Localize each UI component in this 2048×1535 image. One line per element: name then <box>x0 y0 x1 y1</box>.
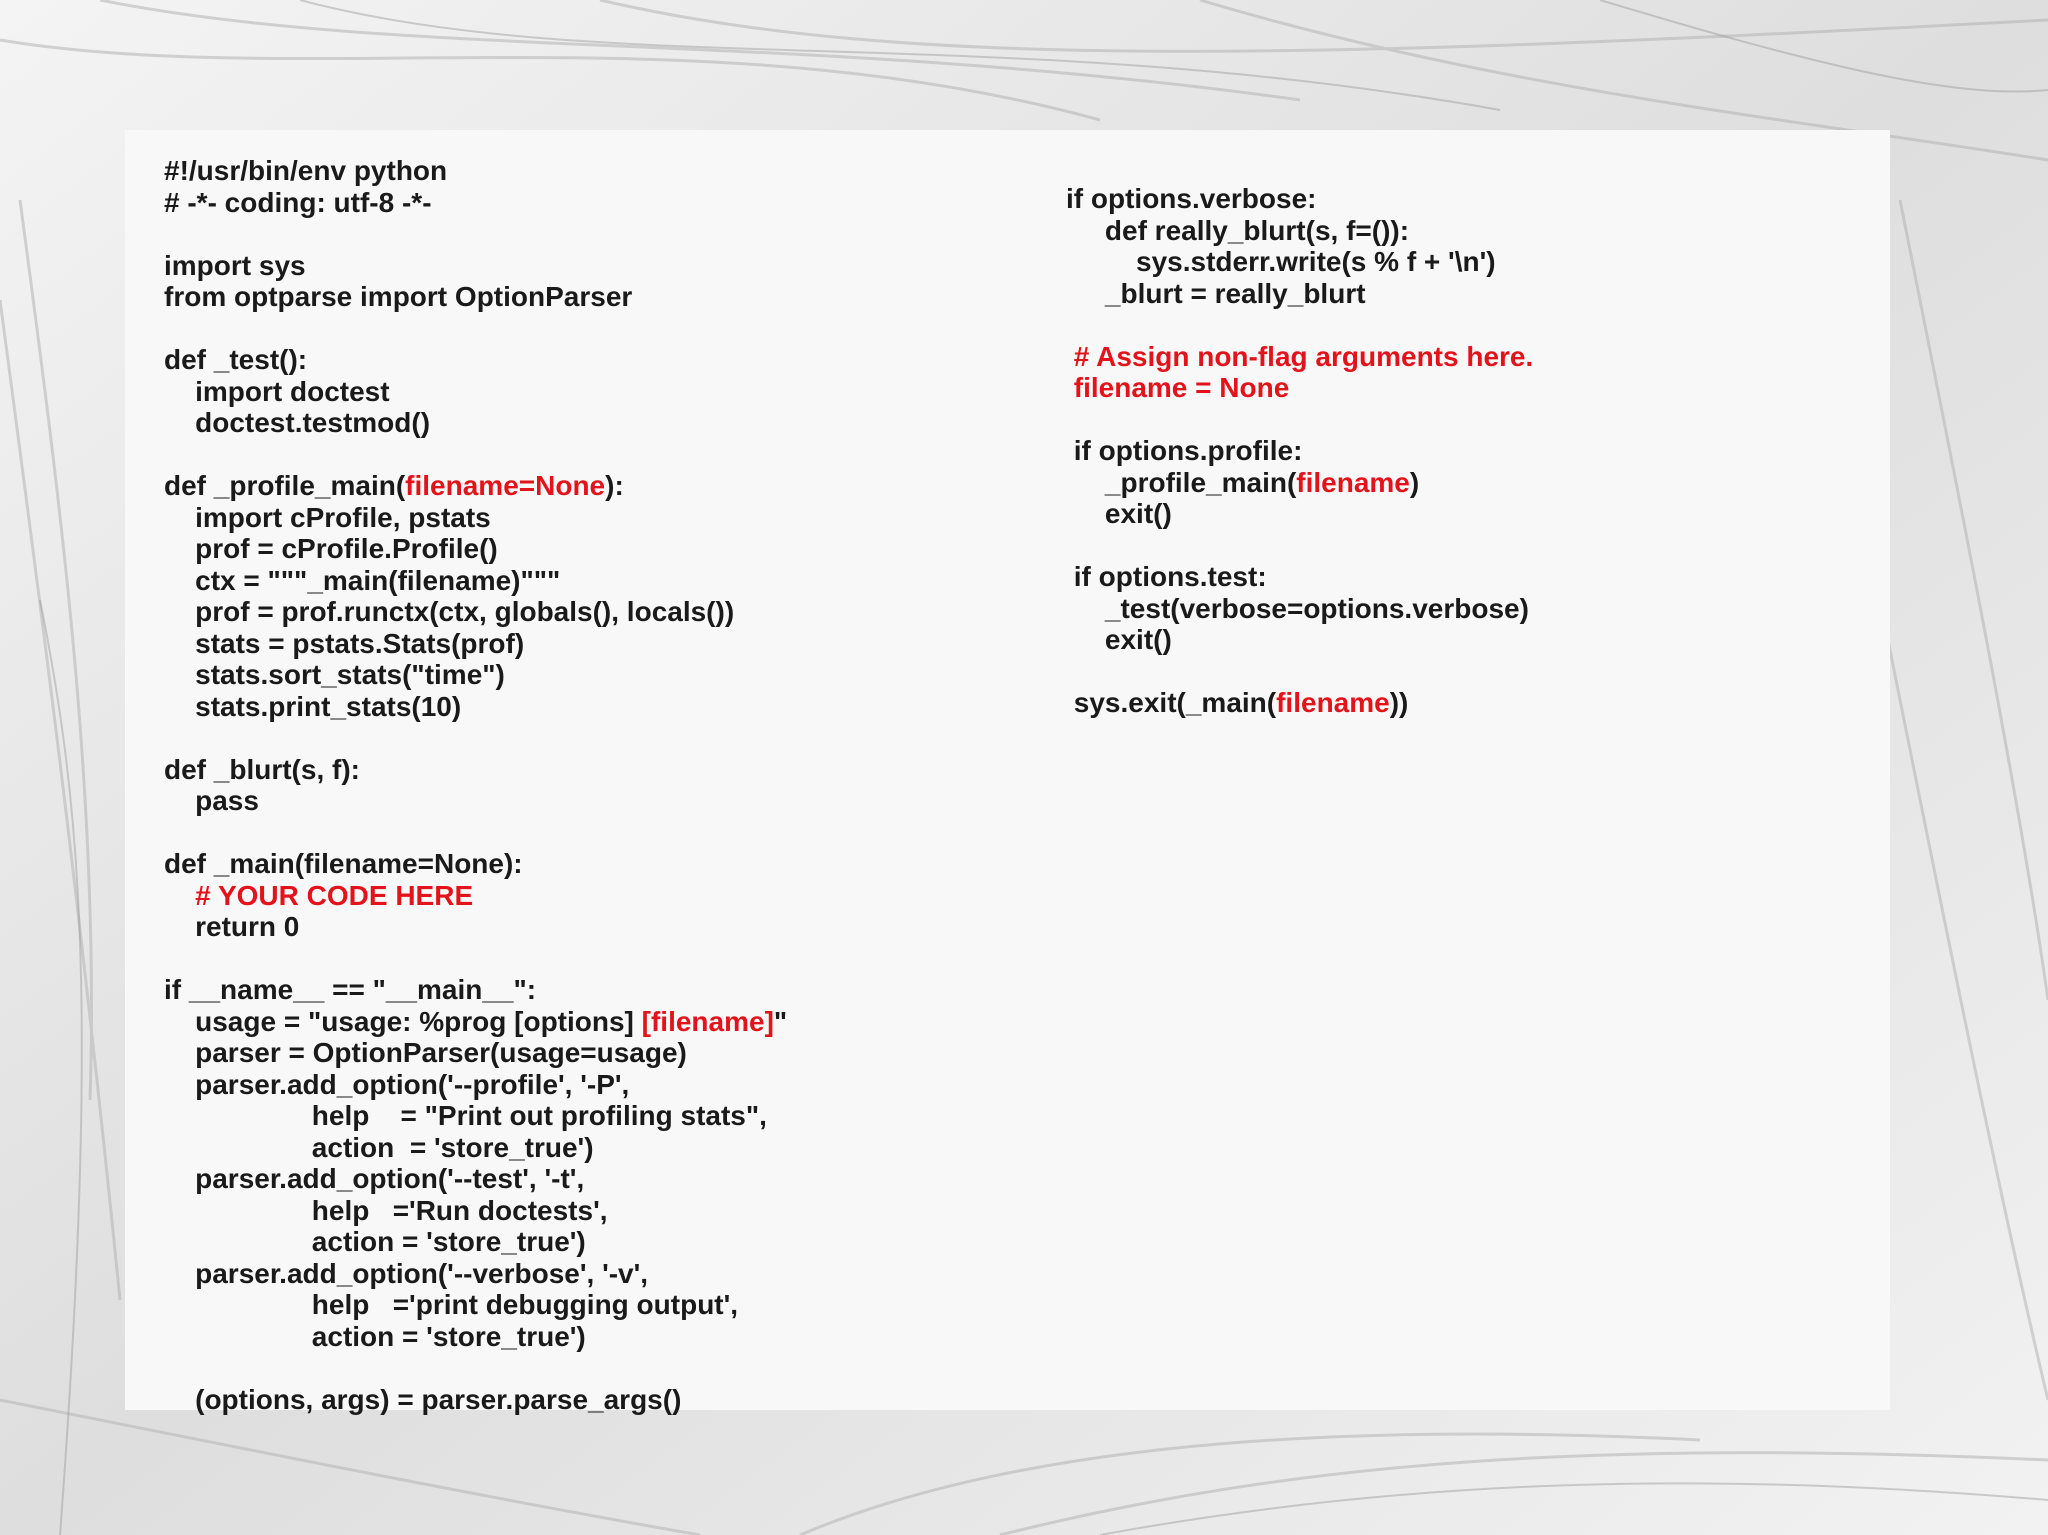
code-text: ctx = """_main(filename)""" <box>164 564 561 596</box>
code-text: help = "Print out profiling stats", <box>164 1100 767 1131</box>
code-line <box>164 1321 787 1353</box>
code-text: parser.add_option('--test', '-t', <box>164 1163 585 1194</box>
code-line <box>164 1037 787 1069</box>
highlighted-code: # Assign non-flag arguments here. <box>1073 340 1534 372</box>
code-text: action = 'store_true') <box>164 1131 594 1163</box>
code-line <box>164 1258 787 1290</box>
code-line <box>1066 246 1533 278</box>
code-text: from optparse import OptionParser <box>164 281 633 312</box>
code-line <box>1066 561 1533 593</box>
code-line <box>1066 372 1533 404</box>
code-line <box>1066 215 1533 247</box>
code-line <box>164 218 787 250</box>
code-line <box>1066 183 1533 215</box>
code-text: ) <box>1409 466 1420 498</box>
code-line <box>164 659 787 691</box>
code-text: prof = cProfile.Profile() <box>164 533 498 564</box>
highlighted-code: # YOUR CODE HERE <box>195 879 474 911</box>
code-text: return 0 <box>164 911 300 942</box>
code-text: def _profile_main( <box>164 470 406 501</box>
code-line <box>1066 656 1533 688</box>
code-text: def really_blurt(s, f=()): <box>1066 214 1410 246</box>
code-line <box>164 313 787 345</box>
code-line <box>164 1163 787 1195</box>
code-line <box>164 1195 787 1227</box>
code-line <box>164 1132 787 1164</box>
code-text: )) <box>1389 687 1409 718</box>
code-line <box>1066 435 1533 467</box>
code-line <box>1066 530 1533 562</box>
code-line <box>1066 624 1533 656</box>
code-line <box>1066 278 1533 310</box>
code-text: help ='print debugging output', <box>164 1289 739 1320</box>
code-text: import doctest <box>164 375 390 407</box>
code-text: _blurt = really_blurt <box>1066 277 1366 309</box>
code-line <box>164 250 787 282</box>
code-line <box>1066 593 1533 625</box>
code-text: stats.sort_stats("time") <box>164 659 505 690</box>
code-text: pass <box>164 785 259 816</box>
code-text: " <box>773 1005 788 1037</box>
code-text: help ='Run doctests', <box>164 1194 608 1226</box>
code-line <box>164 1289 787 1321</box>
code-text: _test(verbose=options.verbose) <box>1066 592 1529 624</box>
code-line <box>164 502 787 534</box>
code-line <box>164 344 787 376</box>
code-line <box>1066 309 1533 341</box>
code-line <box>164 911 787 943</box>
code-line <box>164 691 787 723</box>
code-line <box>164 1226 787 1258</box>
code-text <box>1066 372 1074 403</box>
code-text: action = 'store_true') <box>164 1226 586 1257</box>
code-text: #!/usr/bin/env python <box>164 155 448 186</box>
code-line <box>164 1384 787 1416</box>
code-text: import sys <box>164 249 306 281</box>
highlighted-code: filename <box>1276 687 1390 718</box>
code-line <box>164 785 787 817</box>
code-line <box>164 470 787 502</box>
code-text: sys.stderr.write(s % f + '\n') <box>1066 246 1496 277</box>
code-text: usage = "usage: %prog [options] <box>164 1005 642 1037</box>
highlighted-code: [filename] <box>641 1005 774 1037</box>
code-text: (options, args) = parser.parse_args() <box>164 1383 682 1415</box>
code-text: ): <box>605 470 624 501</box>
code-line <box>164 155 787 187</box>
code-text: doctest.testmod() <box>164 407 431 438</box>
code-text: if options.verbose: <box>1066 183 1317 214</box>
code-text: import cProfile, pstats <box>164 501 491 533</box>
code-text: def _test(): <box>164 344 308 375</box>
code-line <box>164 943 787 975</box>
code-line <box>164 187 787 219</box>
code-text: if options.test: <box>1066 561 1267 592</box>
code-text <box>1066 341 1074 372</box>
code-right-column <box>1066 183 1533 719</box>
code-line <box>164 1069 787 1101</box>
code-text: stats.print_stats(10) <box>164 690 462 722</box>
code-text: exit() <box>1066 498 1172 529</box>
code-line <box>1066 498 1533 530</box>
code-line <box>1066 687 1533 719</box>
code-left-column <box>164 155 787 1415</box>
code-line <box>164 722 787 754</box>
code-text: if __name__ == "__main__": <box>164 974 537 1005</box>
code-line <box>164 1006 787 1038</box>
code-line <box>164 565 787 597</box>
code-line <box>164 628 787 660</box>
code-line <box>164 439 787 471</box>
highlighted-code: filename <box>1296 466 1410 498</box>
code-line <box>164 817 787 849</box>
highlighted-code: filename=None <box>405 470 606 501</box>
highlighted-code: filename = None <box>1073 372 1290 403</box>
code-text: def _main(filename=None): <box>164 848 523 879</box>
code-line <box>164 596 787 628</box>
code-text: _profile_main( <box>1066 466 1297 498</box>
code-text: if options.profile: <box>1066 435 1303 466</box>
code-line <box>164 880 787 912</box>
code-line <box>164 754 787 786</box>
code-text: exit() <box>1066 624 1172 655</box>
code-text: prof = prof.runctx(ctx, globals(), locals()) <box>164 596 735 627</box>
code-text <box>164 880 195 911</box>
code-line <box>164 1352 787 1384</box>
code-line <box>164 407 787 439</box>
code-text: parser = OptionParser(usage=usage) <box>164 1037 687 1068</box>
code-text: parser.add_option('--verbose', '-v', <box>164 1257 649 1289</box>
code-line <box>164 974 787 1006</box>
code-line <box>164 1100 787 1132</box>
code-text: # -*- coding: utf-8 -*- <box>164 186 432 218</box>
code-line <box>1066 341 1533 373</box>
code-line <box>164 533 787 565</box>
code-line <box>164 376 787 408</box>
code-text: parser.add_option('--profile', '-P', <box>164 1068 630 1100</box>
code-text: sys.exit(_main( <box>1066 687 1277 718</box>
code-text: stats = pstats.Stats(prof) <box>164 627 525 659</box>
code-line <box>1066 467 1533 499</box>
code-line <box>164 281 787 313</box>
code-text: action = 'store_true') <box>164 1320 586 1352</box>
code-line <box>164 848 787 880</box>
code-text: def _blurt(s, f): <box>164 753 360 785</box>
code-line <box>1066 404 1533 436</box>
